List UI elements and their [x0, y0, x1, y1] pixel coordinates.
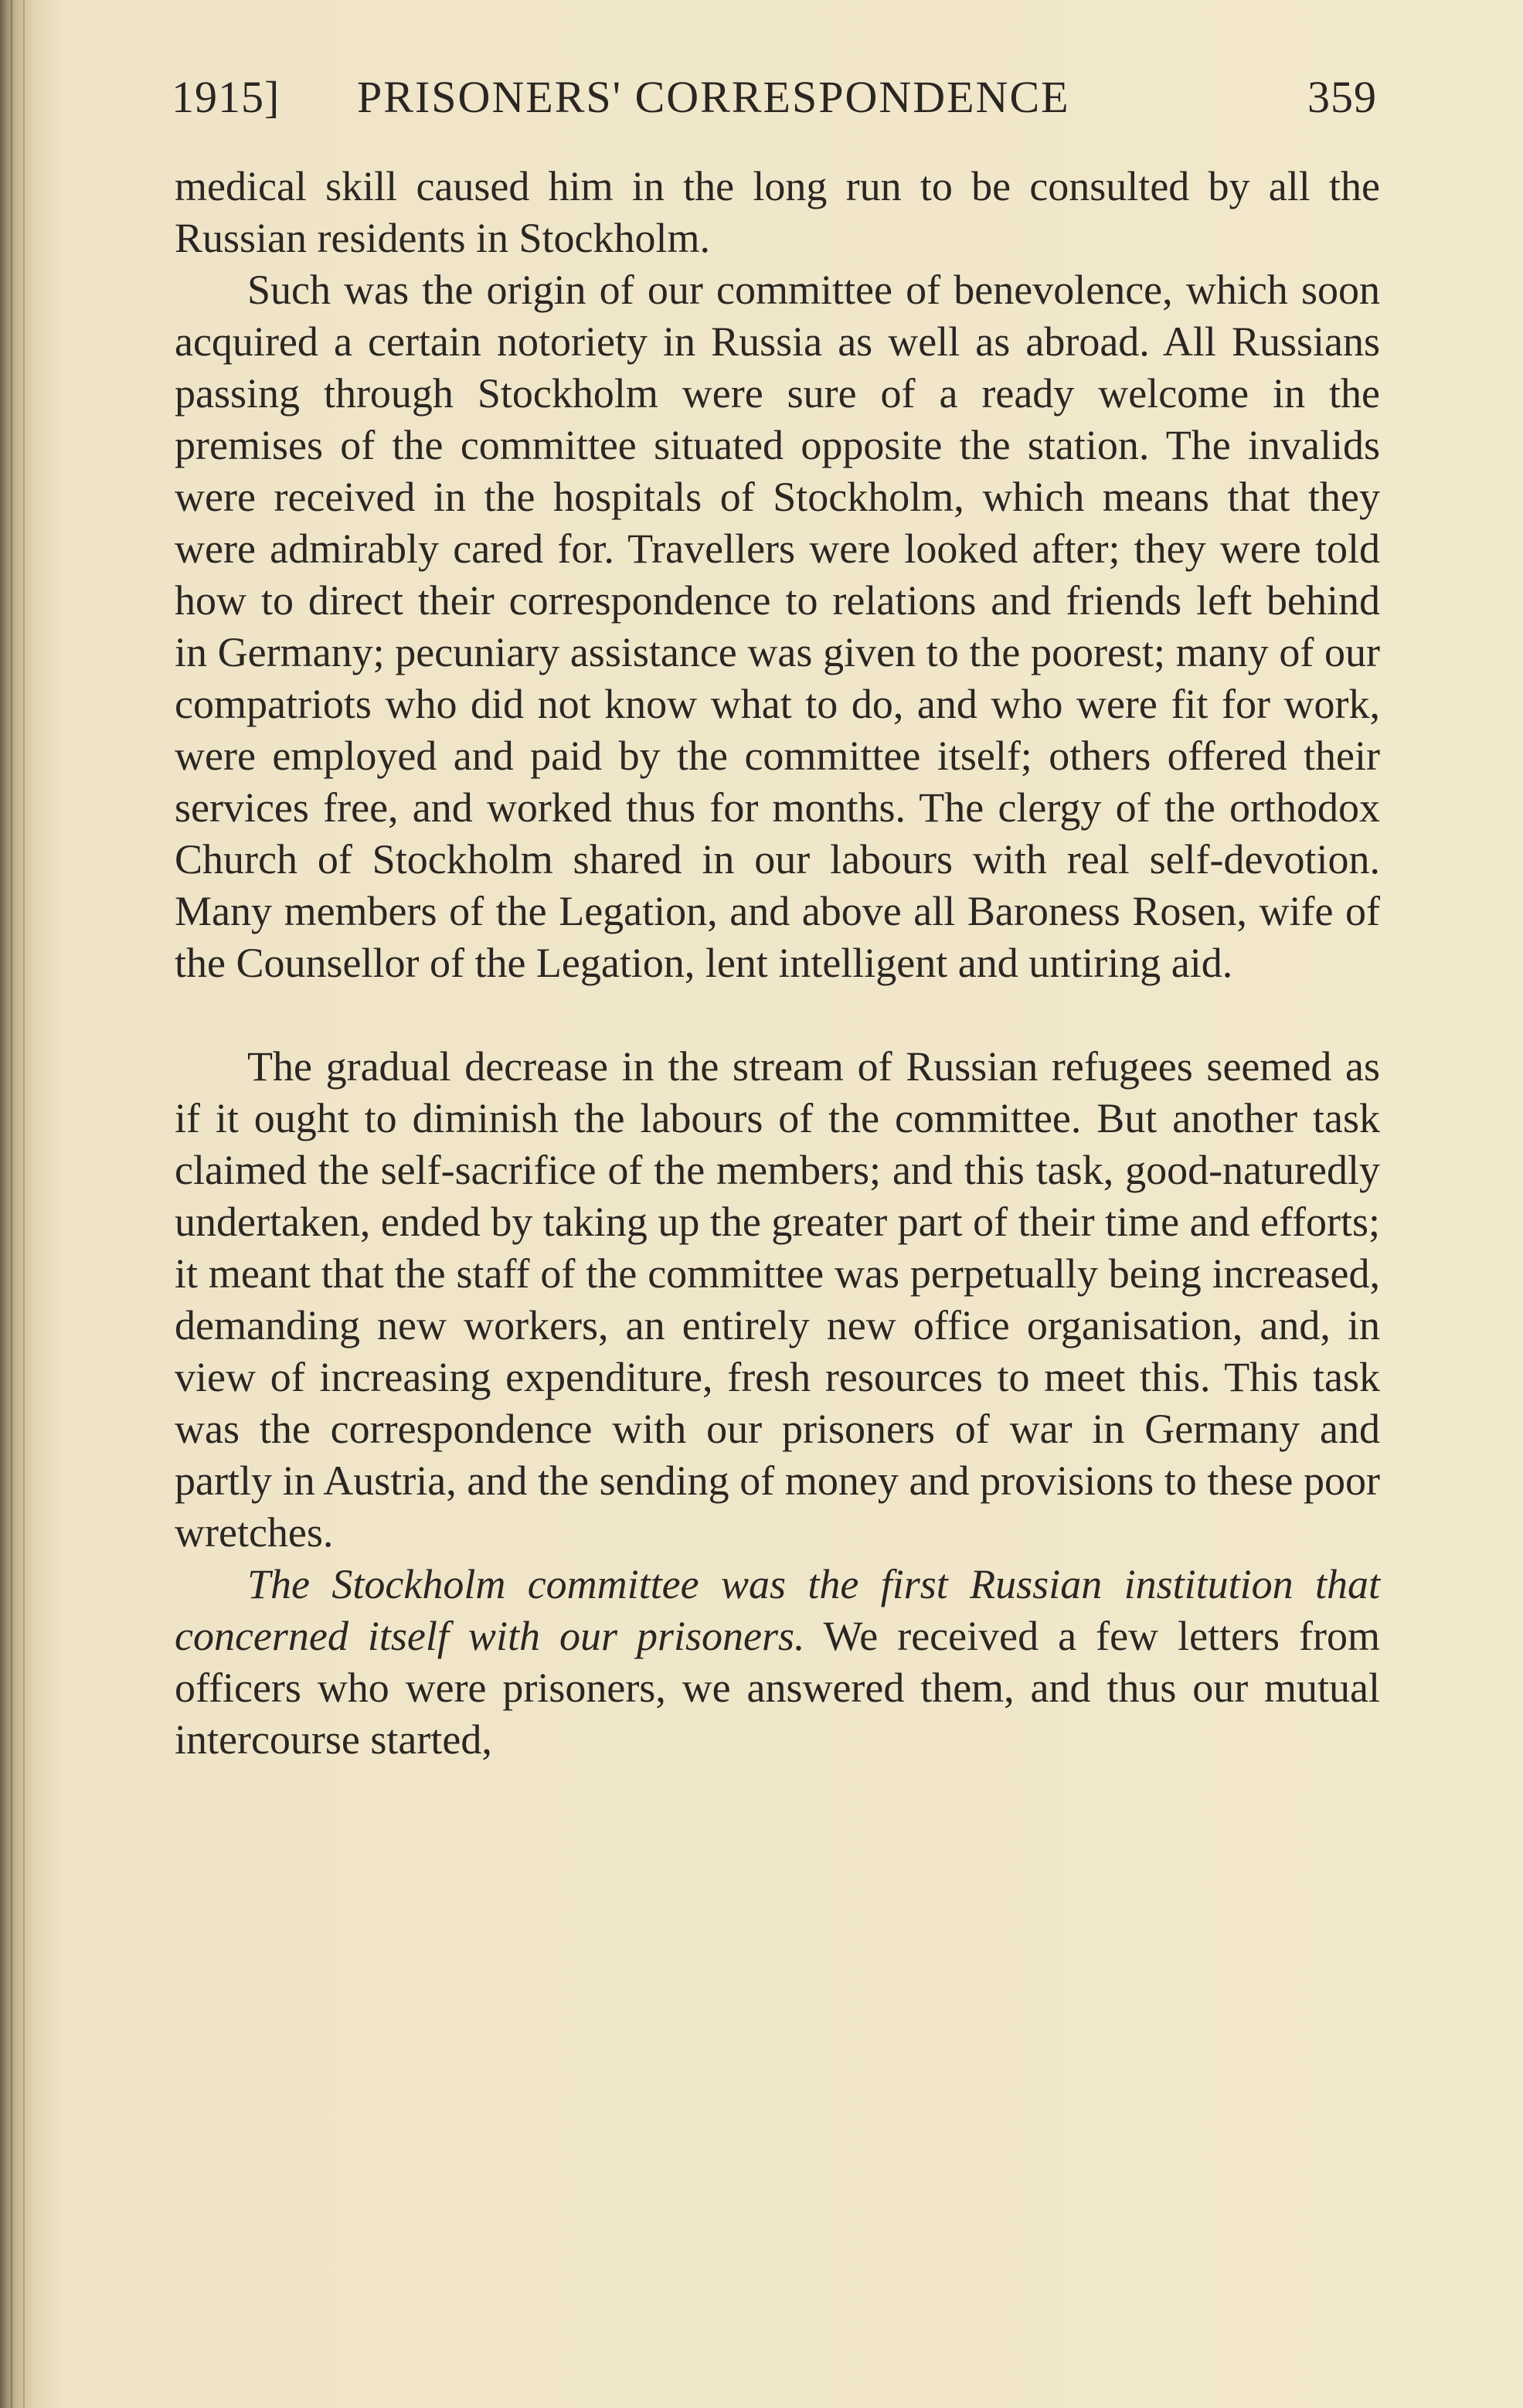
italic-emphasis: The Stockholm committee was the first Russian institution that concerned itself with our prisoners.: [175, 1561, 1380, 1659]
paragraph-2: Such was the origin of our committee of benevolence, which soon acquired a certain notoriety in Russia as well as abroad. All Russians passing through Stockholm were sure of a ready welcome in the premises of the committee situated opposite the station. The invalids were received in the hospitals of Stockholm, which means that they were admirably cared for. Travellers were looked after; they were told how to direct their correspondence to relations and friends left behind in Germany; pecuniary assistance was given to the poorest; many of our compatriots who did not know what to do, and who were fit for work, were employed and paid by the committee itself; others offered their services free, and worked thus for months. The clergy of the orthodox Church of Stockholm shared in our labours with real self-devotion. Many members of the Legation, and above all Baroness Rosen, wife of the Counsellor of the Legation, lent intelligent and untiring aid.: [175, 267, 1380, 986]
page-number: 359: [1307, 72, 1377, 122]
paragraph-3: The gradual decrease in the stream of Russian refugees seemed as if it ought to diminish the labours of the committee. But another task claimed the self-sacrifice of the members; and this task, good-naturedly undertaken, ended by taking up the greater part of their time and efforts; it meant that the staff of the committee was perpetually being increased, demanding new workers, an entirely new office organisation, and, in view of increasing expenditure, fresh resources to meet this. This task was the correspondence with our prisoners of war in Germany and partly in Austria, and the sending of money and provisions to these poor wretches.: [175, 1043, 1380, 1556]
page-edge-line: [23, 0, 25, 2408]
running-head-title: PRISONERS' CORRESPONDENCE: [357, 72, 1070, 122]
running-head: [172, 66, 1377, 128]
paragraph-4: [175, 1559, 1380, 1766]
paragraph-4-text: We received a few letters from officers who were prisoners, we answered them, and thus our mutual intercourse started,: [175, 1613, 1380, 1763]
running-head-year: 1915]: [172, 72, 280, 122]
body-text: [175, 161, 1380, 1766]
page-edge-line: [11, 0, 12, 2408]
paragraph-1: medical skill caused him in the long run to be consulted by all the Russian residents in Stockholm.: [175, 163, 1380, 261]
